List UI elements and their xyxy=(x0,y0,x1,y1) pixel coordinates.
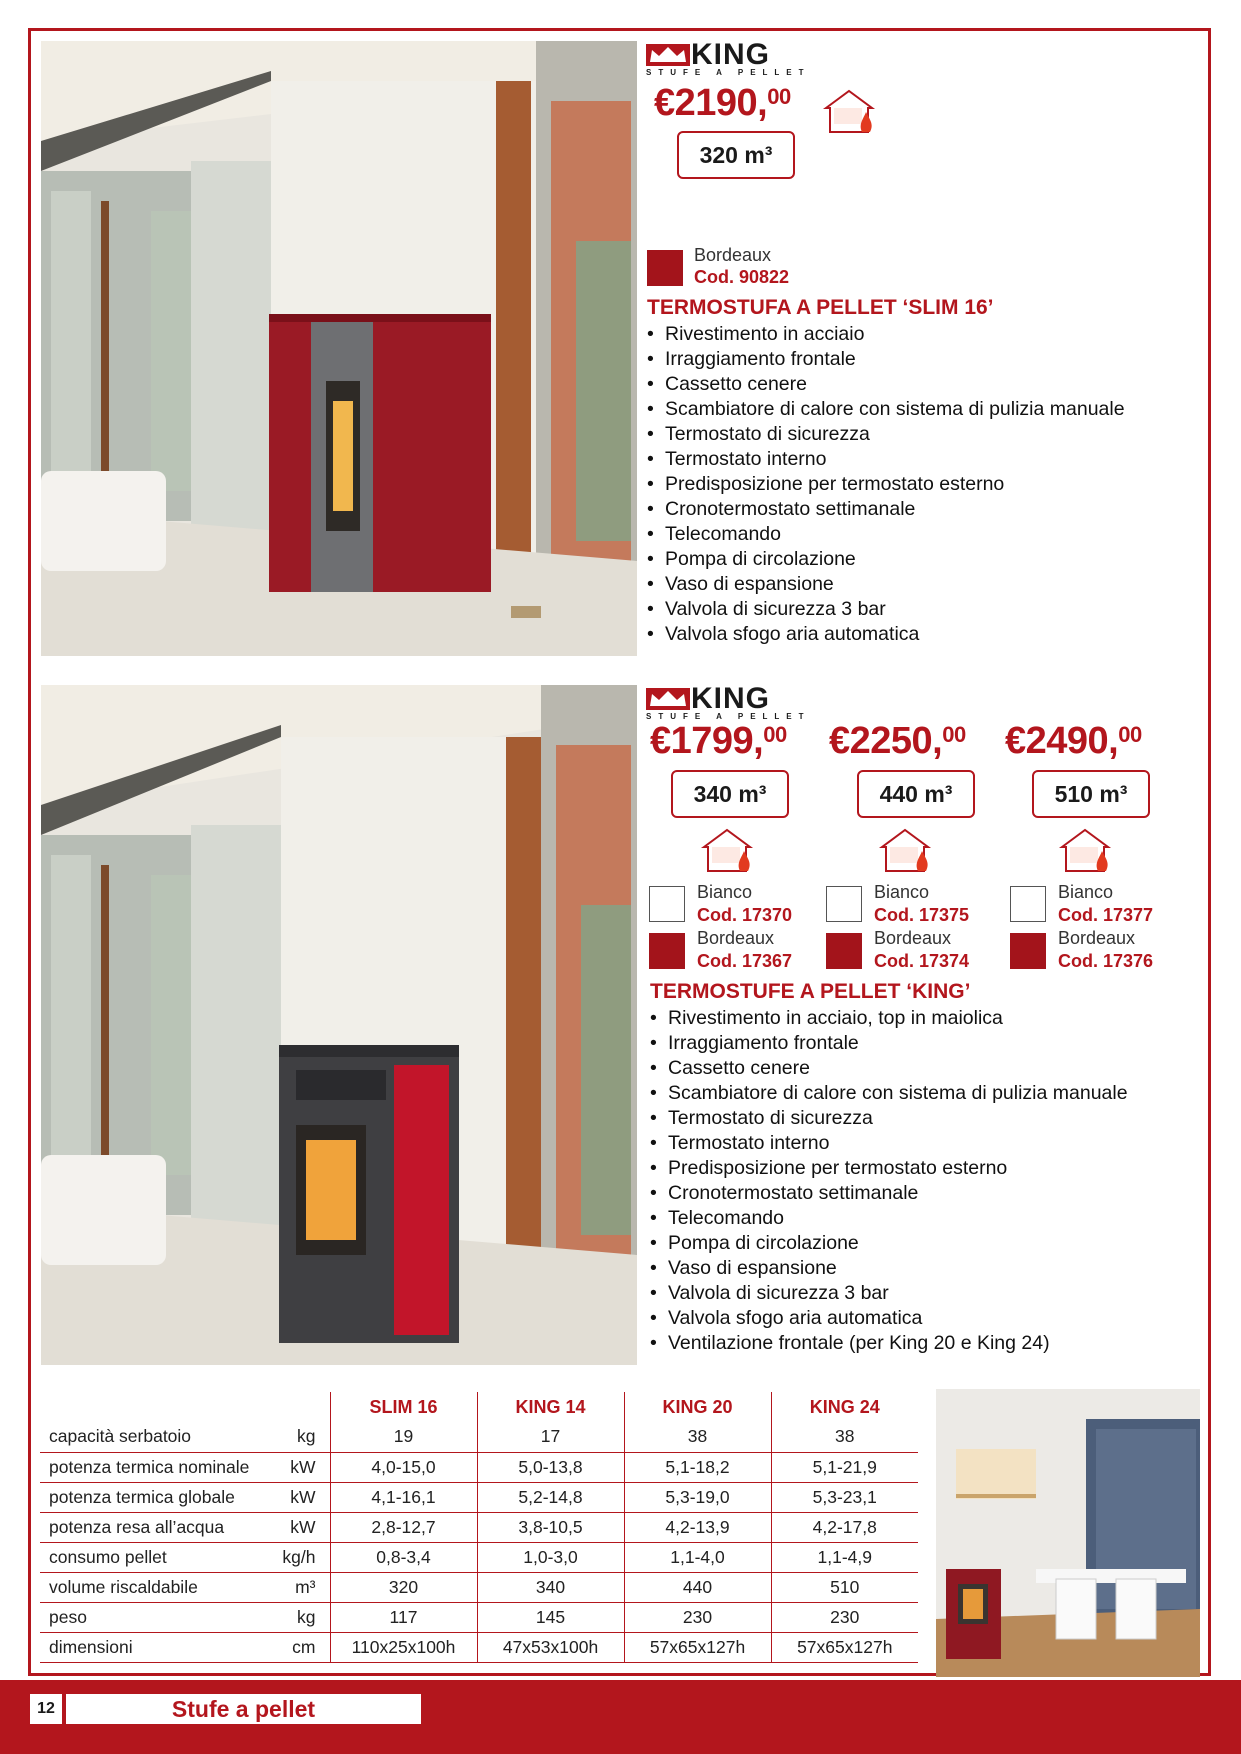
feature-item: • Termostato interno xyxy=(647,447,1125,472)
row-label: potenza termica globale xyxy=(40,1482,280,1512)
feature-item: • Valvola sfogo aria automatica xyxy=(647,622,1125,647)
table-row xyxy=(40,1602,918,1632)
conto-termico-icon xyxy=(698,827,756,875)
table-cell: 5,0-13,8 xyxy=(477,1452,624,1482)
product-title-slim16: TERMOSTUFA A PELLET ‘SLIM 16’ xyxy=(647,296,994,319)
feature-item: • Predisposizione per termostato esterno xyxy=(650,1156,1128,1181)
volume-slim16: 320 m³ xyxy=(677,131,795,179)
table-cell: 4,0-15,0 xyxy=(330,1452,477,1482)
feature-item: • Vaso di espansione xyxy=(650,1256,1128,1281)
table-row xyxy=(40,1632,918,1662)
feature-item: • Rivestimento in acciaio xyxy=(647,322,1125,347)
color-code: Cod. 17370 xyxy=(697,905,793,925)
spec-table xyxy=(40,1392,918,1663)
color-name: Bordeaux xyxy=(1058,928,1136,948)
row-unit: kW xyxy=(280,1482,330,1512)
dining-room-photo xyxy=(936,1389,1200,1677)
feature-item: • Cronotermostato settimanale xyxy=(647,497,1125,522)
row-label: potenza resa all’acqua xyxy=(40,1512,280,1542)
table-row xyxy=(40,1482,918,1512)
table-cell: 510 xyxy=(771,1572,918,1602)
feature-item: • Irraggiamento frontale xyxy=(650,1031,1128,1056)
conto-termico-icon xyxy=(876,827,934,875)
feature-item: • Pompa di circolazione xyxy=(650,1231,1128,1256)
conto-termico-icon xyxy=(820,88,878,136)
table-cell: 17 xyxy=(477,1422,624,1452)
table-cell: 117 xyxy=(330,1602,477,1632)
row-label: volume riscaldabile xyxy=(40,1572,280,1602)
feature-item: • Ventilazione frontale (per King 20 e King 24) xyxy=(650,1331,1128,1356)
king-logo-2 xyxy=(646,682,811,721)
color-swatch-bordeaux xyxy=(1010,933,1046,969)
table-header-row xyxy=(40,1392,918,1422)
table-cell: 5,2-14,8 xyxy=(477,1482,624,1512)
feature-item: • Rivestimento in acciaio, top in maiolica xyxy=(650,1006,1128,1031)
row-unit: cm xyxy=(280,1632,330,1662)
row-label: peso xyxy=(40,1602,280,1632)
column-header: KING 24 xyxy=(771,1392,918,1422)
color-swatch-bianco xyxy=(649,886,685,922)
feature-item: • Scambiatore di calore con sistema di pulizia manuale xyxy=(650,1081,1128,1106)
brand-name: KING xyxy=(691,38,770,71)
feature-list-king xyxy=(650,1006,1128,1356)
crown-icon xyxy=(646,44,690,66)
table-cell: 57x65x127h xyxy=(771,1632,918,1662)
column-header: SLIM 16 xyxy=(330,1392,477,1422)
table-cell: 2,8-12,7 xyxy=(330,1512,477,1542)
color-swatch-bordeaux xyxy=(826,933,862,969)
table-cell: 4,1-16,1 xyxy=(330,1482,477,1512)
color-name: Bordeaux xyxy=(697,928,775,948)
feature-item: • Telecomando xyxy=(647,522,1125,547)
table-row xyxy=(40,1512,918,1542)
color-code: Cod. 90822 xyxy=(694,267,790,287)
price-king14: €1799,00 xyxy=(650,720,787,762)
king-room-photo xyxy=(41,685,637,1365)
table-cell: 19 xyxy=(330,1422,477,1452)
color-name: Bianco xyxy=(1058,882,1114,902)
volume-king14: 340 m³ xyxy=(671,770,789,818)
conto-termico-icon xyxy=(1056,827,1114,875)
table-row xyxy=(40,1572,918,1602)
feature-item: • Valvola di sicurezza 3 bar xyxy=(650,1281,1128,1306)
table-cell: 0,8-3,4 xyxy=(330,1542,477,1572)
king-logo xyxy=(646,38,811,77)
color-code: Cod. 17376 xyxy=(1058,951,1154,971)
table-cell: 4,2-17,8 xyxy=(771,1512,918,1542)
page-number: 12 xyxy=(30,1694,62,1724)
row-unit: kg xyxy=(280,1422,330,1452)
brand-tagline: STUFE A PELLET xyxy=(646,68,811,77)
color-swatch-bordeaux xyxy=(649,933,685,969)
color-name: Bianco xyxy=(697,882,753,902)
table-cell: 4,2-13,9 xyxy=(624,1512,771,1542)
table-cell: 440 xyxy=(624,1572,771,1602)
table-cell: 110x25x100h xyxy=(330,1632,477,1662)
feature-item: • Termostato di sicurezza xyxy=(650,1106,1128,1131)
table-cell: 57x65x127h xyxy=(624,1632,771,1662)
column-header: KING 14 xyxy=(477,1392,624,1422)
table-cell: 340 xyxy=(477,1572,624,1602)
row-unit: m³ xyxy=(280,1572,330,1602)
price-king20: €2250,00 xyxy=(829,720,966,762)
color-swatch-bianco xyxy=(826,886,862,922)
product-title-king: TERMOSTUFE A PELLET ‘KING’ xyxy=(650,980,971,1003)
table-cell: 38 xyxy=(771,1422,918,1452)
row-label: potenza termica nominale xyxy=(40,1452,280,1482)
row-unit: kg/h xyxy=(280,1542,330,1572)
table-cell: 47x53x100h xyxy=(477,1632,624,1662)
brand-tagline: STUFE A PELLET xyxy=(646,712,811,721)
feature-item: • Valvola sfogo aria automatica xyxy=(650,1306,1128,1331)
feature-item: • Pompa di circolazione xyxy=(647,547,1125,572)
table-cell: 3,8-10,5 xyxy=(477,1512,624,1542)
color-code: Cod. 17375 xyxy=(874,905,970,925)
table-cell: 230 xyxy=(771,1602,918,1632)
feature-item: • Scambiatore di calore con sistema di pulizia manuale xyxy=(647,397,1125,422)
feature-item: • Cassetto cenere xyxy=(647,372,1125,397)
brand-name: KING xyxy=(691,682,770,715)
row-unit: kW xyxy=(280,1452,330,1482)
column-header: KING 20 xyxy=(624,1392,771,1422)
feature-item: • Valvola di sicurezza 3 bar xyxy=(647,597,1125,622)
crown-icon xyxy=(646,688,690,710)
feature-item: • Cassetto cenere xyxy=(650,1056,1128,1081)
price-slim16: €2190,00 xyxy=(654,82,791,124)
feature-item: • Termostato interno xyxy=(650,1131,1128,1156)
color-code: Cod. 17367 xyxy=(697,951,793,971)
feature-item: • Vaso di espansione xyxy=(647,572,1125,597)
price-king24: €2490,00 xyxy=(1005,720,1142,762)
table-cell: 320 xyxy=(330,1572,477,1602)
slim16-room-photo xyxy=(41,41,637,656)
row-unit: kg xyxy=(280,1602,330,1632)
volume-king20: 440 m³ xyxy=(857,770,975,818)
color-code: Cod. 17374 xyxy=(874,951,970,971)
table-cell: 5,3-19,0 xyxy=(624,1482,771,1512)
volume-king24: 510 m³ xyxy=(1032,770,1150,818)
table-cell: 1,1-4,0 xyxy=(624,1542,771,1572)
footer-bar xyxy=(0,1680,1241,1754)
color-swatch-bianco xyxy=(1010,886,1046,922)
table-row xyxy=(40,1422,918,1452)
row-label: capacità serbatoio xyxy=(40,1422,280,1452)
feature-item: • Termostato di sicurezza xyxy=(647,422,1125,447)
color-name: Bianco xyxy=(874,882,930,902)
table-cell: 230 xyxy=(624,1602,771,1632)
feature-item: • Predisposizione per termostato esterno xyxy=(647,472,1125,497)
row-label: consumo pellet xyxy=(40,1542,280,1572)
table-cell: 145 xyxy=(477,1602,624,1632)
table-cell: 5,3-23,1 xyxy=(771,1482,918,1512)
color-swatch-bordeaux xyxy=(647,250,683,286)
feature-item: • Irraggiamento frontale xyxy=(647,347,1125,372)
row-label: dimensioni xyxy=(40,1632,280,1662)
table-cell: 5,1-18,2 xyxy=(624,1452,771,1482)
table-cell: 1,1-4,9 xyxy=(771,1542,918,1572)
feature-item: • Cronotermostato settimanale xyxy=(650,1181,1128,1206)
table-cell: 5,1-21,9 xyxy=(771,1452,918,1482)
feature-item: • Telecomando xyxy=(650,1206,1128,1231)
table-cell: 38 xyxy=(624,1422,771,1452)
section-title: Stufe a pellet xyxy=(66,1694,421,1724)
feature-list-slim16 xyxy=(647,322,1125,647)
table-cell: 1,0-3,0 xyxy=(477,1542,624,1572)
row-unit: kW xyxy=(280,1512,330,1542)
table-row xyxy=(40,1542,918,1572)
color-name: Bordeaux xyxy=(874,928,952,948)
color-code: Cod. 17377 xyxy=(1058,905,1154,925)
color-name: Bordeaux xyxy=(694,245,772,265)
table-row xyxy=(40,1452,918,1482)
